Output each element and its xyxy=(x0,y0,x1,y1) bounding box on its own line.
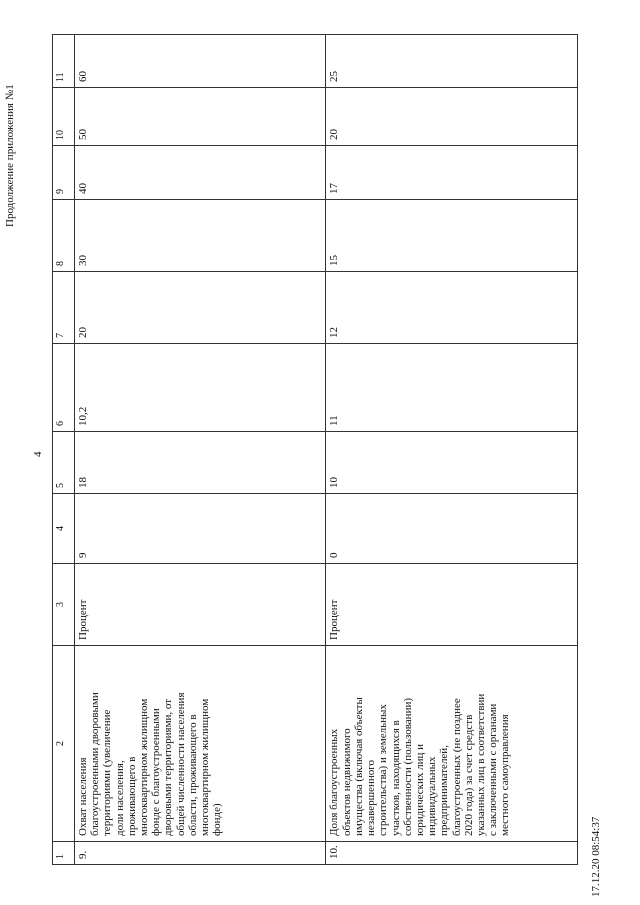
value-cell: 17 xyxy=(326,146,578,200)
value-cell: 10,2 xyxy=(75,344,326,432)
column-header: 5 xyxy=(53,432,75,494)
value-cell: 20 xyxy=(326,88,578,146)
table-header-row xyxy=(53,35,75,865)
value-cell: 20 xyxy=(75,272,326,344)
column-header: 3 xyxy=(53,564,75,646)
value-cell: 50 xyxy=(75,88,326,146)
row-number: 9. xyxy=(75,842,326,865)
indicator-name: Охват населения благоустроенными дворовыми территориями (увеличение доли населения, проживающего в многоквартирном жилищном фонде с благоустроенными дворовыми территориями, от общей численности населения области, проживающего в многоквартирном жилищном фонде) xyxy=(75,646,326,842)
page-number: 4 xyxy=(32,451,44,457)
table-row xyxy=(75,35,326,865)
value-cell: 0 xyxy=(326,494,578,564)
column-header: 11 xyxy=(53,35,75,88)
value-cell: 40 xyxy=(75,146,326,200)
value-cell: 11 xyxy=(326,344,578,432)
print-timestamp: 17.12.20 08:54:37 xyxy=(590,816,602,897)
column-header: 10 xyxy=(53,88,75,146)
column-header: 8 xyxy=(53,200,75,272)
unit-cell: Процент xyxy=(75,564,326,646)
column-header: 6 xyxy=(53,344,75,432)
appendix-caption: Продолжение приложения №1 xyxy=(4,84,16,227)
unit-cell: Процент xyxy=(326,564,578,646)
indicator-table xyxy=(52,35,578,865)
column-header: 9 xyxy=(53,146,75,200)
value-cell: 15 xyxy=(326,200,578,272)
value-cell: 25 xyxy=(326,35,578,88)
column-header: 2 xyxy=(53,646,75,842)
column-header: 7 xyxy=(53,272,75,344)
value-cell: 10 xyxy=(326,432,578,494)
value-cell: 60 xyxy=(75,35,326,88)
value-cell: 30 xyxy=(75,200,326,272)
value-cell: 9 xyxy=(75,494,326,564)
value-cell: 18 xyxy=(75,432,326,494)
column-header: 4 xyxy=(53,494,75,564)
column-header: 1 xyxy=(53,842,75,865)
row-number: 10. xyxy=(326,842,578,865)
value-cell: 12 xyxy=(326,272,578,344)
table-row xyxy=(326,35,578,865)
indicator-name: Доля благоустроенных объектов недвижимого имущества (включая объекты незавершенного строительства) и земельных участков, находящихся в собственности (пользовании) юридических лиц и индивидуальных предпринимателей, благоустроенных (не позднее 2020 года) за счет средств указанных лиц в соответствии с заключенными с органами местного самоуправления xyxy=(326,646,578,842)
